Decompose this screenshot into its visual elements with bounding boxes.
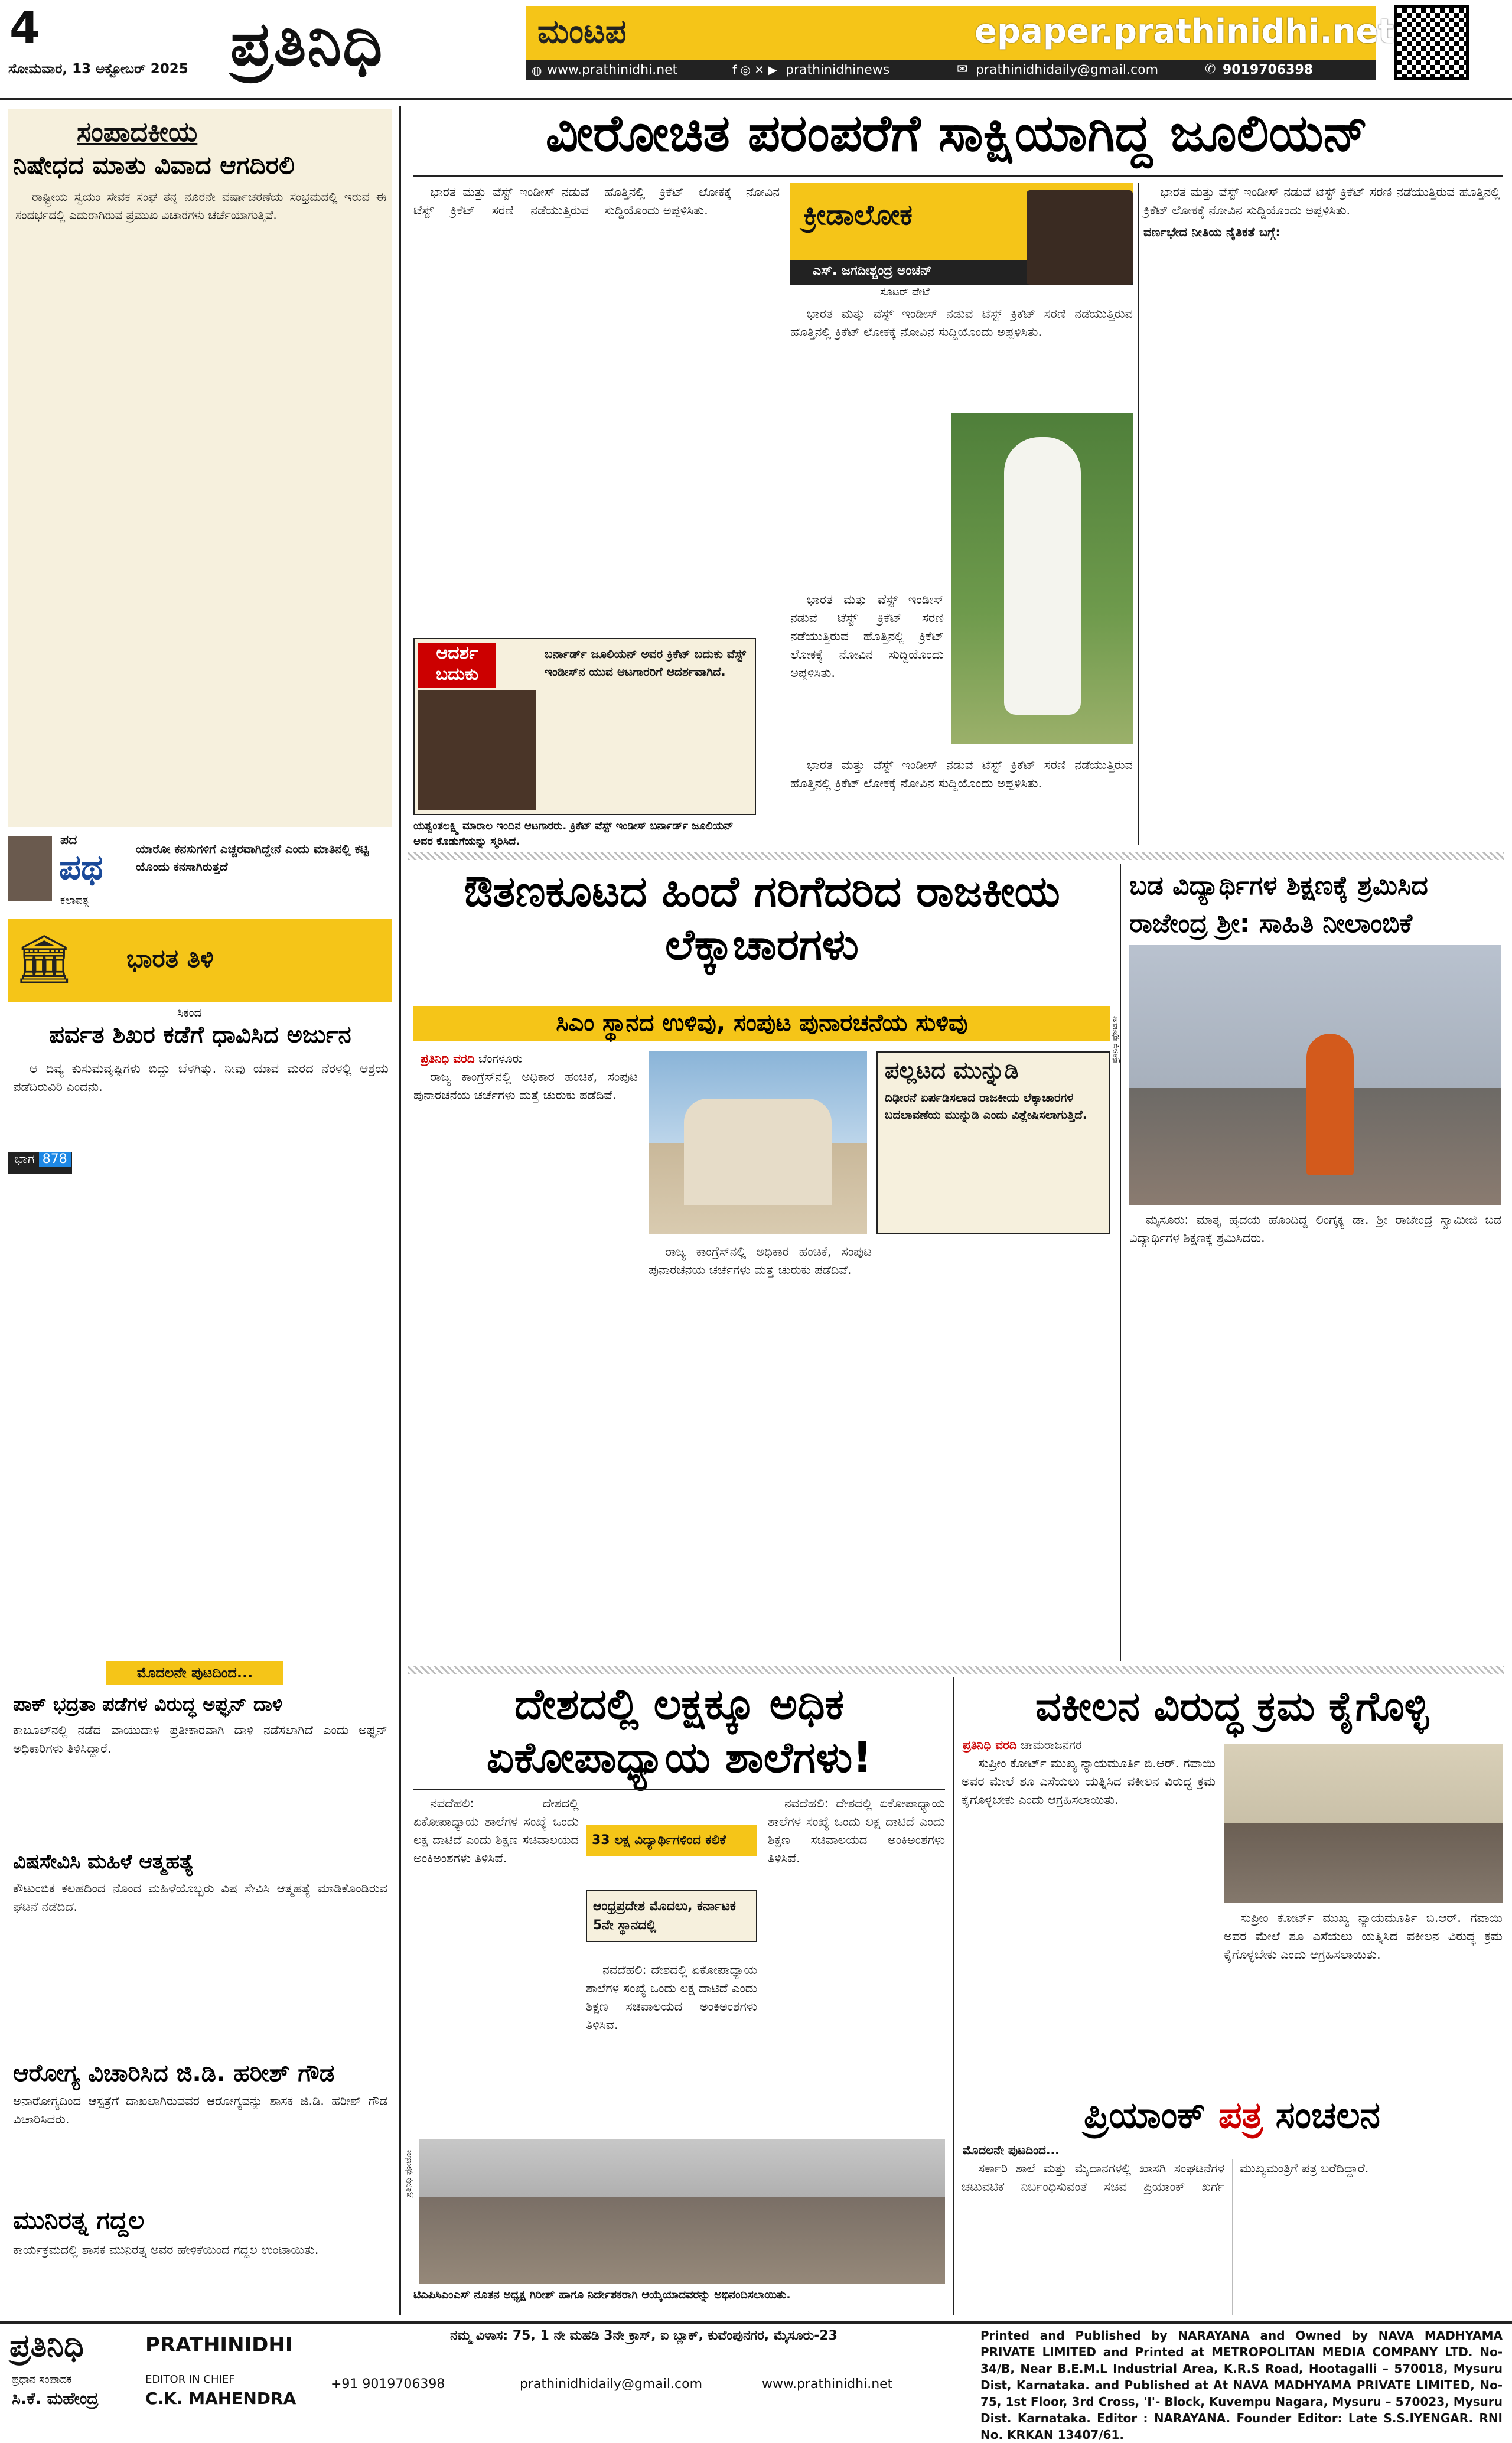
politics-byline — [421, 1051, 523, 1066]
politics-body-cols — [649, 1243, 1110, 1660]
lead-right-rule — [1138, 183, 1139, 845]
left-column-rule — [399, 106, 401, 2315]
lawyer-body-left — [962, 1754, 1216, 2085]
column-title: ಕ್ರೀಡಾಲೋಕ — [803, 198, 913, 232]
lead-paragraph-lower: ಭಾರತ ಮತ್ತು ವೆಸ್ಟ್ ಇಂಡೀಸ್ ನಡುವೆ ಟೆಸ್ಟ್ ಕ್ರಿಕೆಟ್ ಸರಣಿ ನಡೆಯುತ್ತಿರುವ ಹೊತ್ತಿನಲ್ಲಿ ಕ್ರಿಕೆಟ್ ಲೋಕಕ್ಕೆ ನೋವಿನ ಸುದ್ದಿಯೊಂದು ಅಪ್ಪಳಿಸಿತು. — [790, 758, 1133, 790]
footer-phone[interactable]: +91 9019706398 — [331, 2377, 445, 2392]
lead-body-right — [1143, 183, 1500, 845]
lead-body-mid2 — [790, 591, 944, 756]
lead-paragraph-right: ಭಾರತ ಮತ್ತು ವೆಸ್ಟ್ ಇಂಡೀಸ್ ನಡುವೆ ಟೆಸ್ಟ್ ಕ್ರಿಕೆಟ್ ಸರಣಿ ನಡೆಯುತ್ತಿರುವ ಹೊತ್ತಿನಲ್ಲಿ ಕ್ರಿಕೆಟ್ ಲೋಕಕ್ಕೆ ನೋವಿನ ಸುದ್ದಿಯೊಂದು ಅಪ್ಪಳಿಸಿತು. — [1143, 185, 1500, 217]
politics-paragraph-2: ರಾಜ್ಯ ಕಾಂಗ್ರೆಸ್‌ನಲ್ಲಿ ಅಧಿಕಾರ ಹಂಚಿಕೆ, ಸಂಪುಟ ಪುನಾರಚನೆಯ ಚರ್ಚೆಗಳು ಮತ್ತೆ ಚುರುಕು ಪಡೆದಿವೆ. — [649, 1245, 872, 1277]
columnist-name: ಎಸ್. ಜಗದೀಶ್ಚಂದ್ರ ಅಂಚನ್ — [813, 263, 932, 278]
brief-headline-4: ಮುನಿರತ್ನ ಗದ್ದಲ — [13, 2206, 145, 2234]
lead-paragraph-mid2: ಭಾರತ ಮತ್ತು ವೆಸ್ಟ್ ಇಂಡೀಸ್ ನಡುವೆ ಟೆಸ್ಟ್ ಕ್ರಿಕೆಟ್ ಸರಣಿ ನಡೆಯುತ್ತಿರುವ ಹೊತ್ತಿನಲ್ಲಿ ಕ್ರಿಕೆಟ್ ಲೋಕಕ್ಕೆ ನೋವಿನ ಸುದ್ದಿಯೊಂದು ಅಪ್ಪಳಿಸಿತು. — [790, 592, 944, 680]
schools-headline-rule — [413, 1789, 945, 1790]
bharata-paragraph: ಆ ದಿವ್ಯ ಕುಸುಮವೃಷ್ಟಿಗಳು ಬಿದ್ದು ಬೆಳಗಿತ್ತು. ನೀವು ಯಾವ ಮರದ ನೆರಳಲ್ಲಿ ಆಶ್ರಯ ಪಡೆದಿರುವಿರಿ ಎಂದನು. — [13, 1061, 389, 1094]
pada-poem: ಯಾರೋ ಕನಸುಗಳಿಗೆ ಎಚ್ಚರವಾಗಿದ್ದೇನೆ ಎಂದು ಮಾತಿನಲ್ಲಿ ಕಟ್ಟಿ ಯೊಂದು ಕನಸಾಗಿರುತ್ತದೆ — [136, 842, 369, 874]
felicitation-photo — [419, 2139, 945, 2284]
priyank-headline-a: ಪ್ರಿಯಾಂಕ್ — [1084, 2093, 1218, 2136]
politics-byline-label: ಪ್ರತಿನಿಧಿ ವರದಿ — [421, 1051, 475, 1066]
footer-web[interactable]: www.prathinidhi.net — [762, 2377, 893, 2392]
footer — [0, 2324, 1512, 2442]
schools-body-right — [768, 1794, 945, 2131]
lawyer-place: ಚಾಮರಾಜನಗರ — [1021, 1738, 1082, 1752]
schools-headline: ದೇಶದಲ್ಲಿ ಲಕ್ಷಕ್ಕೂ ಅಧಿಕ ಏಕೋಪಾಧ್ಯಾಯ ಶಾಲೆಗಳು! — [486, 1679, 872, 1782]
schools-paragraph-right: ನವದೆಹಲಿ: ದೇಶದಲ್ಲಿ ಏಕೋಪಾಧ್ಯಾಯ ಶಾಲೆಗಳ ಸಂಖ್ಯೆ ಒಂದು ಲಕ್ಷ ದಾಟಿದೆ ಎಂದು ಶಿಕ್ಷಣ ಸಚಿವಾಲಯದ ಅಂಕಿಅಂಶಗಳು ತಿಳಿಸಿವೆ. — [768, 1796, 945, 1865]
bharata-byline: ಸಿಕಂದ — [177, 1005, 202, 1019]
priyank-paragraph: ಸರ್ಕಾರಿ ಶಾಲೆ ಮತ್ತು ಮೈದಾನಗಳಲ್ಲಿ ಖಾಸಗಿ ಸಂಘಟನೆಗಳ ಚಟುವಟಿಕೆ ನಿರ್ಬಂಧಿಸುವಂತೆ ಸಚಿವ ಪ್ರಿಯಾಂಕ್ ಖರ್ಗೆ ಮುಖ್ಯಮಂತ್ರಿಗೆ ಪತ್ರ ಬರೆದಿದ್ದಾರೆ. — [962, 2161, 1369, 2194]
quote-box — [413, 638, 756, 815]
editorial-body — [15, 188, 386, 821]
lead-right-heading: ವರ್ಣಭೇದ ನೀತಿಯ ನೈತಿಕತೆ ಬಗ್ಗೆ: — [1143, 225, 1280, 239]
brief-headline-3: ಆರೋಗ್ಯ ವಿಚಾರಿಸಿದ ಜಿ.ಡಿ. ಹರೀಶ್ ಗೌಡ — [13, 2060, 335, 2087]
part-label: ಭಾಗ — [14, 1152, 35, 1167]
mid-divider — [408, 1666, 1504, 1674]
epaper-url[interactable]: epaper.prathinidhi.net — [975, 12, 1394, 51]
pada-author: ಕಲಾವತ್ಸ — [60, 894, 89, 907]
bowler-photo — [951, 413, 1133, 744]
pada-label: ಪದ — [60, 833, 77, 848]
julian-caption: ಯಶ್ವಂತಲಕ್ಷ್ಮಿ ಮಾರಾಲ ಇಂದಿನ ಆಟಗಾರರು. ಕ್ರಿಕೆಟ್ ವೆಸ್ಟ್ ಇಂಡೀಸ್ ಬರ್ನಾರ್ಡ್ ಜೂಲಿಯನ್ ಅವರ ಕೊಡುಗೆಯನ್ನು ಸ್ಮರಿಸಿದೆ. — [413, 820, 734, 848]
swamiji-figure — [1306, 1034, 1354, 1175]
footer-imprint: Printed and Published by NARAYANA and Owned by NAVA MADHYAMA PRIVATE LIMITED and Printed at METROPOLITAN MEDIA COMPANY LTD. No-34/B, Near B.E.M.L Industrial Area, K.R.S Road, Hootagalli – 570018, Mysuru Dist, Karnataka. and Published at At NAVA MADHYAMA PRIVATE LIMITED, No-75, 1st Floor, 3rd Cross, 'I'- Block, Kuvempu Nagara, Mysuru – 570023, Mysuru Dist. Karnataka. Editor : NARAYANA. Founder Editor: Late S.S.IYENGAR. RNI No. KRKAN 13407/61. — [980, 2328, 1503, 2442]
swamiji-paragraph: ಮೈಸೂರು: ಮಾತೃ ಹೃದಯ ಹೊಂದಿದ್ದ ಲಿಂಗೈಕ್ಯ ಡಾ. ಶ್ರೀ ರಾಜೇಂದ್ರ ಸ್ವಾಮೀಜಿ ಬಡ ವಿದ್ಯಾರ್ಥಿಗಳ ಶಿಕ್ಷಣಕ್ಕೆ ಶ್ರಮಿಸಿದರು. — [1129, 1213, 1501, 1245]
brand-logo: ಪ್ರತಿನಿಧಿ — [230, 8, 384, 80]
priyank-headline-b: ಪತ್ರ — [1218, 2093, 1263, 2136]
footer-chief-label-en: EDITOR IN CHIEF — [145, 2373, 235, 2386]
bharata-body — [13, 1060, 389, 1650]
bharata-banner — [8, 919, 392, 1002]
lead-paragraph-mid: ಭಾರತ ಮತ್ತು ವೆಸ್ಟ್ ಇಂಡೀಸ್ ನಡುವೆ ಟೆಸ್ಟ್ ಕ್ರಿಕೆಟ್ ಸರಣಿ ನಡೆಯುತ್ತಿರುವ ಹೊತ್ತಿನಲ್ಲಿ ಕ್ರಿಕೆಟ್ ಲೋಕಕ್ಕೆ ನೋವಿನ ಸುದ್ದಿಯೊಂದು ಅಪ್ಪಳಿಸಿತು. — [790, 307, 1133, 339]
lead-divider — [408, 852, 1504, 860]
columnist-place: ಸೂಟರ್ ಪೇಟೆ — [880, 286, 930, 298]
phone-number[interactable]: 9019706398 — [1223, 63, 1314, 77]
schools-paragraph-mid: ನವದೆಹಲಿ: ದೇಶದಲ್ಲಿ ಏಕೋಪಾಧ್ಯಾಯ ಶಾಲೆಗಳ ಸಂಖ್ಯೆ ಒಂದು ಲಕ್ಷ ದಾಟಿದೆ ಎಂದು ಶಿಕ್ಷಣ ಸಚಿವಾಲಯದ ಅಂಕಿಅಂಶಗಳು ತಿಳಿಸಿವೆ. — [586, 1963, 757, 2032]
footer-brand-kn: ಪ್ರತಿನಿಧಿ — [9, 2328, 84, 2364]
sidebar-text: ದಿಢೀರನೆ ಏರ್ಪಡಿಸಲಾದ ರಾಜಕೀಯ ಲೆಕ್ಕಾಚಾರಗಳ ಬದಲಾವಣೆಯ ಮುನ್ನುಡಿ ಎಂದು ವಿಶ್ಲೇಷಿಸಲಾಗುತ್ತಿದೆ. — [885, 1090, 1087, 1122]
footer-chief-name-en: C.K. MAHENDRA — [145, 2389, 296, 2408]
qr-code[interactable] — [1394, 5, 1469, 80]
lead-headline: ವೀರೋಚಿತ ಪರಂಪರೆಗೆ ಸಾಕ್ಷಿಯಾಗಿದ್ದ ಜೂಲಿಯನ್ — [545, 104, 1368, 163]
quote-text: ಬರ್ನಾರ್ಡ್ ಜೂಲಿಯನ್ ಅವರ ಕ್ರಿಕೆಟ್ ಬದುಕು ವೆಸ್ಟ್ ಇಂಡೀಸ್‌ನ ಯುವ ಆಟಗಾರರಿಗೆ ಆದರ್ಶವಾಗಿದೆ. — [545, 647, 746, 679]
lawyer-headline: ವಕೀಲನ ವಿರುದ್ಧ ಕ್ರಮ ಕೈಗೊಳ್ಳಿ — [1035, 1683, 1429, 1730]
footer-chief-label-kn: ಪ್ರಧಾನ ಸಂಪಾದಕ — [12, 2373, 72, 2386]
brief-body-2: ಕೌಟುಂಬಿಕ ಕಲಹದಿಂದ ನೊಂದ ಮಹಿಳೆಯೊಬ್ಬರು ವಿಷ ಸೇವಿಸಿ ಆತ್ಮಹತ್ಯೆ ಮಾಡಿಕೊಂಡಿರುವ ಘಟನೆ ನಡೆದಿದೆ. — [13, 1881, 387, 1914]
lawyer-byline-label: ಪ್ರತಿನಿಧಿ ವರದಿ — [963, 1738, 1017, 1752]
schools-photo-credit: ಪ್ರತಿನಿಧಿ ಫೋಟೋ — [404, 2150, 413, 2198]
politics-sidebar — [876, 1051, 1110, 1234]
lawyer-paragraph-right: ಸುಪ್ರೀಂ ಕೋರ್ಟ್ ಮುಖ್ಯ ನ್ಯಾಯಮೂರ್ತಿ ಬಿ.ಆರ್. ಗವಾಯಿ ಅವರ ಮೇಲೆ ಶೂ ಎಸೆಯಲು ಯತ್ನಿಸಿದ ವಕೀಲನ ವಿರುದ್ಧ ಕ್ರಮ ಕೈಗೊಳ್ಳಬೇಕು ಎಂದು ಆಗ್ರಹಿಸಲಾಯಿತು. — [1224, 1911, 1503, 1962]
footer-chief-name-kn: ಸಿ.ಕೆ. ಮಹೇಂದ್ರ — [12, 2389, 99, 2408]
priyank-headline — [962, 2095, 1503, 2135]
bharata-headline: ಪರ್ವತ ಶಿಖರ ಕಡೆಗೆ ಧಾವಿಸಿದ ಅರ್ಜುನ — [49, 1021, 351, 1048]
continued-tag: ಮೊದಲನೇ ಪುಟದಿಂದ... — [106, 1661, 284, 1685]
phone-icon: ✆ — [1205, 62, 1216, 77]
priyank-continued: ಮೊದಲನೇ ಪುಟದಿಂದ... — [963, 2143, 1060, 2157]
politics-right-rule — [1120, 864, 1121, 1661]
masthead — [0, 0, 1512, 99]
lawyer-byline — [963, 1738, 1081, 1752]
brief-headline-2: ವಿಷಸೇವಿಸಿ ಮಹಿಳೆ ಆತ್ಮಹತ್ಯೆ — [13, 1850, 194, 1874]
date-line: ಸೋಮವಾರ, 13 ಅಕ್ಟೋಬರ್ 2025 — [8, 61, 188, 77]
lawyer-paragraph: ಸುಪ್ರೀಂ ಕೋರ್ಟ್ ಮುಖ್ಯ ನ್ಯಾಯಮೂರ್ತಿ ಬಿ.ಆರ್. ಗವಾಯಿ ಅವರ ಮೇಲೆ ಶೂ ಎಸೆಯಲು ಯತ್ನಿಸಿದ ವಕೀಲನ ವಿರುದ್ಧ ಕ್ರಮ ಕೈಗೊಳ್ಳಬೇಕು ಎಂದು ಆಗ್ರಹಿಸಲಾಯಿತು. — [962, 1756, 1216, 1807]
email-link[interactable]: prathinidhidaily@gmail.com — [976, 63, 1159, 77]
swamiji-photo — [1129, 945, 1501, 1205]
brief-body-3: ಅನಾರೋಗ್ಯದಿಂದ ಆಸ್ಪತ್ರೆಗೆ ದಾಖಲಾಗಿರುವವರ ಆರೋಗ್ಯವನ್ನು ಶಾಸಕ ಜಿ.ಡಿ. ಹರೀಶ್ ಗೌಡ ವಿಚಾರಿಸಿದರು. — [13, 2094, 387, 2126]
page-number: 4 — [9, 3, 40, 54]
lead-body-lower — [790, 756, 1133, 845]
footer-email[interactable]: prathinidhidaily@gmail.com — [520, 2377, 703, 2392]
columnist-photo — [1027, 190, 1133, 285]
poet-photo — [8, 836, 52, 901]
priyank-body — [962, 2159, 1503, 2315]
schools-body-mid — [586, 1961, 757, 2132]
website-link[interactable]: www.prathinidhi.net — [547, 63, 678, 77]
politics-subhead: ಸಿಎಂ ಸ್ಥಾನದ ಉಳಿವು, ಸಂಪುಟ ಪುನಾರಚನೆಯ ಸುಳಿವು — [556, 1009, 968, 1037]
brief-body-1: ಕಾಬೂಲ್‌ನಲ್ಲಿ ನಡೆದ ವಾಯುದಾಳಿ ಪ್ರತೀಕಾರವಾಗಿ ದಾಳಿ ನಡೆಸಲಾಗಿದೆ ಎಂದು ಅಫ್ಘನ್ ಅಧಿಕಾರಿಗಳು ತಿಳಿಸಿದ್ದಾರೆ. — [13, 1723, 387, 1755]
lawyer-body-right — [1224, 1909, 1503, 2086]
footer-address: ನಮ್ಮ ವಿಳಾಸ: 75, 1 ನೇ ಮಹಡಿ 3ನೇ ಕ್ರಾಸ್, ಐ ಬ್ಲಾಕ್, ಕುವೆಂಪುನಗರ, ಮೈಸೂರು-23 — [450, 2328, 838, 2343]
social-handle[interactable]: prathinidhinews — [786, 63, 890, 77]
swamiji-photo-credit: ಪ್ರತಿನಿಧಿ ಫೋಟೋ — [1110, 1016, 1120, 1064]
masthead-rule — [0, 98, 1512, 100]
politics-headline: ಔತಣಕೂಟದ ಹಿಂದೆ ಗರಿಗೆದರಿದ ರಾಜಕೀಯ ಲೆಕ್ಕಾಚಾರಗಳು — [464, 867, 1060, 969]
schools-stat-1: 33 ಲಕ್ಷ ವಿದ್ಯಾರ್ಥಿಗಳಿಂದ ಕಲಿಕೆ — [586, 1825, 757, 1856]
schools-right-rule — [953, 1677, 954, 2315]
bowler-figure — [1004, 437, 1081, 715]
building-shape — [684, 1099, 832, 1205]
mail-icon: ✉ — [957, 62, 968, 77]
footer-brand-en: PRATHINIDHI — [145, 2333, 293, 2357]
pada-box — [8, 833, 392, 913]
swamiji-body — [1129, 1211, 1501, 1660]
politics-body-col1 — [413, 1068, 638, 1659]
politics-paragraph: ರಾಜ್ಯ ಕಾಂಗ್ರೆಸ್‌ನಲ್ಲಿ ಅಧಿಕಾರ ಹಂಚಿಕೆ, ಸಂಪುಟ ಪುನಾರಚನೆಯ ಚರ್ಚೆಗಳು ಮತ್ತೆ ಚುರುಕು ಪಡೆದಿವೆ. — [413, 1070, 638, 1102]
julian-photo — [418, 690, 536, 810]
chariot-icon: 🏛 — [14, 931, 74, 986]
felicitation-caption: ಟಿಎಪಿಸಿಎಂಎಸ್ ನೂತನ ಅಧ್ಯಕ್ಷ ಗಿರೀಶ್ ಹಾಗೂ ನಿರ್ದೇಶಕರಾಗಿ ಆಯ್ಕೆಯಾದವರನ್ನು ಅಭಿನಂದಿಸಲಾಯಿತು. — [413, 2288, 791, 2301]
priyank-headline-c: ಸಂಚಲನ — [1263, 2093, 1380, 2136]
editorial-kicker: ಸಂಪಾದಕೀಯ — [77, 116, 198, 148]
editorial-headline: ನಿಷೇಧದ ಮಾತು ವಿವಾದ ಆಗದಿರಲಿ — [13, 151, 295, 180]
protest-photo — [1224, 1744, 1503, 1903]
schools-body-left — [413, 1794, 579, 2131]
bharata-column-name: ಭಾರತ ತಿಳಿ — [126, 944, 214, 973]
schools-stat-2: ಆಂಧ್ರಪ್ರದೇಶ ಮೊದಲು, ಕರ್ನಾಟಕ 5ನೇ ಸ್ಥಾನದಲ್ಲಿ — [586, 1890, 757, 1942]
lead-headline-rule — [413, 175, 1503, 177]
pada-title: ಪಥ — [59, 847, 103, 887]
swamiji-headline: ಬಡ ವಿದ್ಯಾರ್ಥಿಗಳ ಶಿಕ್ಷಣಕ್ಕೆ ಶ್ರಮಿಸಿದ ರಾಜೇಂದ್ರ ಶ್ರೀ: ಸಾಹಿತಿ ನೀಲಾಂಬಿಕೆ — [1129, 871, 1428, 939]
section-name: ಮಂಟಪ — [537, 12, 627, 51]
quote-title: ಆದರ್ಶ ಬದುಕು — [418, 643, 496, 688]
sidebar-title: ಪಲ್ಲಟದ ಮುನ್ನುಡಿ — [885, 1057, 1019, 1083]
social-icons: f ◎ ✕ ▶ — [732, 63, 777, 77]
bharata-part-badge — [8, 1152, 72, 1174]
vidhana-soudha-photo — [649, 1051, 867, 1234]
schools-paragraph: ನವದೆಹಲಿ: ದೇಶದಲ್ಲಿ ಏಕೋಪಾಧ್ಯಾಯ ಶಾಲೆಗಳ ಸಂಖ್ಯೆ ಒಂದು ಲಕ್ಷ ದಾಟಿದೆ ಎಂದು ಶಿಕ್ಷಣ ಸಚಿವಾಲಯದ ಅಂಕಿಅಂಶಗಳು ತಿಳಿಸಿವೆ. — [413, 1796, 579, 1865]
brief-body-4: ಕಾರ್ಯಕ್ರಮದಲ್ಲಿ ಶಾಸಕ ಮುನಿರತ್ನ ಅವರ ಹೇಳಿಕೆಯಿಂದ ಗದ್ದಲ ಉಂಟಾಯಿತು. — [13, 2243, 319, 2257]
brief-headline-1: ಪಾಕ್ ಭದ್ರತಾ ಪಡೆಗಳ ವಿರುದ್ಧ ಅಫ್ಘನ್ ದಾಳಿ — [13, 1693, 283, 1715]
globe-icon: ◍ — [532, 63, 542, 77]
politics-place: ಬೆಂಗಳೂರು — [478, 1051, 523, 1066]
editorial-paragraph: ರಾಷ್ಟ್ರೀಯ ಸ್ವಯಂ ಸೇವಕ ಸಂಘ ತನ್ನ ನೂರನೇ ವರ್ಷಾಚರಣೆಯ ಸಂಭ್ರಮದಲ್ಲಿ ಇರುವ ಈ ಸಂದರ್ಭದಲ್ಲಿ ಎದುರಾಗಿರುವ ಪ್ರಮುಖ ವಿಚಾರಗಳು ಚರ್ಚೆಯಾಗುತ್ತಿವೆ. — [15, 190, 386, 222]
lead-paragraph: ಭಾರತ ಮತ್ತು ವೆಸ್ಟ್ ಇಂಡೀಸ್ ನಡುವೆ ಟೆಸ್ಟ್ ಕ್ರಿಕೆಟ್ ಸರಣಿ ನಡೆಯುತ್ತಿರುವ ಹೊತ್ತಿನಲ್ಲಿ ಕ್ರಿಕೆಟ್ ಲೋಕಕ್ಕೆ ನೋವಿನ ಸುದ್ದಿಯೊಂದು ಅಪ್ಪಳಿಸಿತು. — [413, 185, 780, 217]
part-number: 878 — [39, 1152, 71, 1167]
briefs-column — [8, 1693, 392, 2313]
